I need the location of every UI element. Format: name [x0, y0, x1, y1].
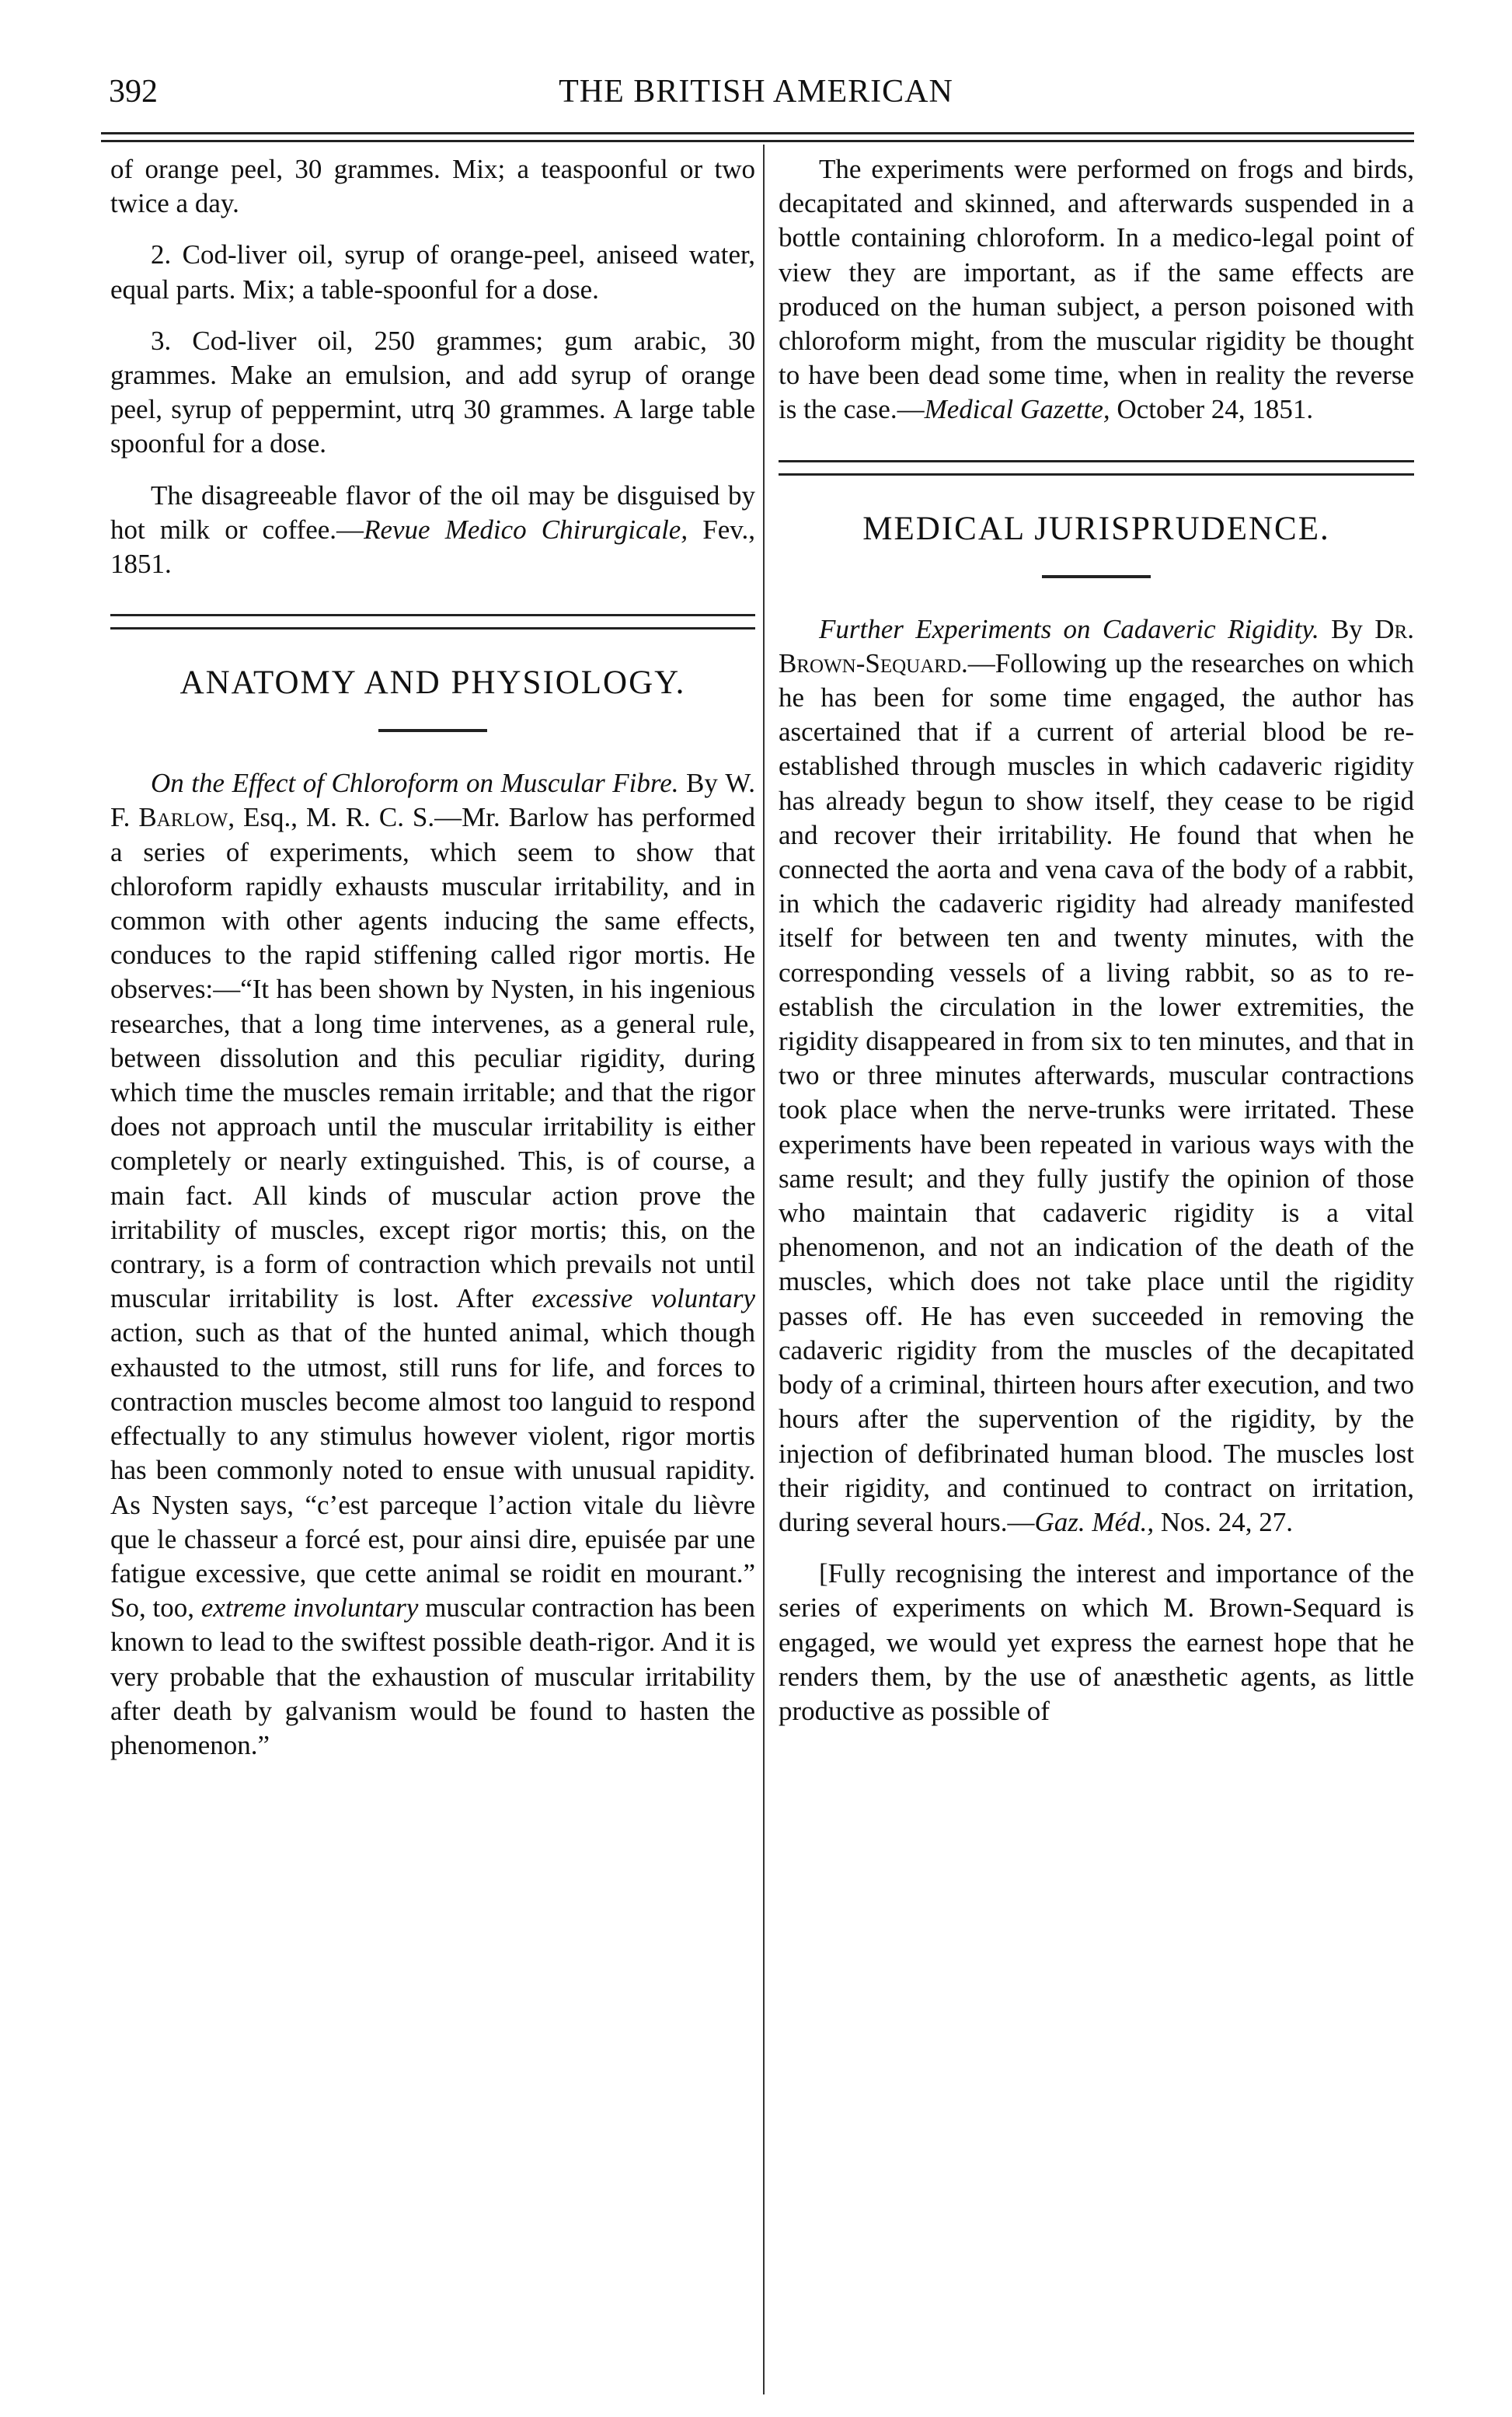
left-column — [110, 152, 755, 1780]
paragraph-recipe-3: 3. Cod-liver oil, 250 grammes; gum arabic, 30 grammes. Make an emulsion, and add syrup of orange peel, syrup of peppermint, utrq 30 grammes. A large table spoonful for a dose. — [110, 325, 755, 459]
heading-rule — [378, 729, 487, 732]
paragraph-editorial: [Fully recognising the interest and importance of the series of experiments on which M. Brown-Sequard is engaged, we would yet express the earnest hope that he renders them, by the use of anæsthetic agents, as little productive as possible of — [779, 1558, 1414, 1726]
article-author: W. F. Barlow, — [110, 768, 755, 833]
section-heading-jurisprudence: MEDICAL JURISPRUDENCE. — [862, 510, 1330, 547]
flavor-date: Fev., 1851. — [110, 514, 755, 580]
emphasis-extreme: extreme involuntary — [200, 1592, 419, 1624]
column-divider — [763, 145, 765, 2394]
flavor-source: Revue Medico Chirurgicale, — [364, 514, 688, 545]
article-author: Dr. Brown-Sequard. — [779, 613, 1414, 678]
article-byline: By — [1319, 613, 1375, 644]
article-title: On the Effect of Chloroform on Muscular Fibre. — [151, 768, 679, 799]
header-rule-bottom — [101, 140, 1414, 142]
flavor-text: The disagreeable flavor of the oil may be disguised by hot milk or coffee.— — [110, 480, 755, 545]
article-body: Esq., M. R. C. S.—Mr. Barlow has performed a series of experiments, which seem to show that chloroform rapidly exhausts muscular irritability, and in common with other agents inducing the same effects, conduces to the rapid stiffening called rigor mortis. He observes:—“It has been shown by Nysten, in his ingenious researches, that a long time intervenes, as a general rule, between dissolution and this peculiar rigidity, during which time the muscles remain irritable; and that the rigor does not approach until the muscular irritability is either completely or nearly extinguished. This, is of course, a main fact. All kinds of muscular action prove the irritability of muscles, except rigor mortis; this, on the contrary, is a form of contraction which prevails not until muscular irritability is lost. After — [110, 802, 755, 1314]
paragraph-recipe-2: 2. Cod-liver oil, syrup of orange-peel, aniseed water, equal parts. Mix; a table-spoonful for a dose. — [110, 239, 755, 305]
article-source: Gaz. Méd., — [1034, 1506, 1155, 1537]
page-number: 392 — [109, 74, 158, 110]
article-body-mid: action, such as that of the hunted animal, which though exhausted to the utmost, still runs for life, and forces to contraction muscles become almost too languid to respond effectually to any stimulus however violent, rigor mortis has been commonly noted to ensue with unusual rapidity. As Nysten says, “c’est parceque l’action vitale du lièvre que le chasseur a forcé est, pour ainsi dire, epuisée par une fatigue excessive, que cette animal se roidit en mourant.” So, too, — [110, 1317, 755, 1624]
paragraph-experiments — [779, 152, 1414, 427]
article-chloroform — [110, 766, 755, 1763]
running-title: THE BRITISH AMERICAN — [559, 74, 953, 110]
section-heading-anatomy: ANATOMY AND PHYSIOLOGY. — [179, 664, 686, 702]
header-rule-top — [101, 132, 1414, 134]
section-separator — [779, 460, 1414, 476]
experiments-date: October 24, 1851. — [1110, 394, 1314, 425]
section-separator — [110, 614, 755, 630]
paragraph-orange-peel: of orange peel, 30 grammes. Mix; a teaspoonful or two twice a day. — [110, 154, 755, 219]
experiments-source: Medical Gazette, — [924, 394, 1110, 425]
article-issue: Nos. 24, 27. — [1154, 1506, 1294, 1537]
heading-rule — [1042, 575, 1151, 578]
experiments-text: The experiments were performed on frogs and birds, decapitated and skinned, and afterwards suspended in a bottle containing chloroform. In a medico-legal point of view they are important, as if the same effects are produced on the human subject, a person poisoned with chloroform might, from the muscular rigidity be thought to have been dead some time, when in reality the reverse is the case.— — [779, 154, 1414, 425]
article-title: Further Experiments on Cadaveric Rigidity. — [819, 613, 1319, 644]
paragraph-flavor — [110, 479, 755, 582]
right-column — [779, 152, 1414, 1746]
article-cadaveric-rigidity — [779, 612, 1414, 1540]
emphasis-excessive: excessive voluntary — [531, 1283, 755, 1314]
article-body-end: muscular contraction has been known to lead to the swiftest possible death-rigor. And it is very probable that the exhaustion of muscular irritability after death by galvanism would be found to hasten the phenomenon.” — [110, 1592, 755, 1760]
article-byline: By — [678, 768, 726, 799]
article-body: —Following up the researches on which he has been for some time engaged, the author has ascertained that if a current of arterial blood be re-established through muscles in which cadaveric rigidity has already begun to show itself, they cease to be rigid and recover their irritability. He found that when he connected the aorta and vena cava of the body of a rabbit, in which the cadaveric rigidity had already manifested itself for between ten and twenty minutes, with the corresponding vessels of a living rabbit, so as to re-establish the circulation in the lower extremities, the rigidity disappeared in from six to ten minutes, and that in two or three minutes afterwards, muscular contractions took place when the nerve-trunks were irritated. These experiments have been repeated in various ways with the same result; and they fully justify the opinion of those who maintain that cadaveric rigidity is a vital phenomenon, and not an indication of the death of the muscles, which does not take place until the rigidity passes off. He has even succeeded in removing the cadaveric rigidity from the muscles of the decapitated body of a criminal, thirteen hours after execution, and two hours after the supervention of the rigidity, by the injection of defibrinated human blood. The muscles lost their rigidity, and continued to contract on irritation, during several hours.— — [779, 647, 1414, 1537]
